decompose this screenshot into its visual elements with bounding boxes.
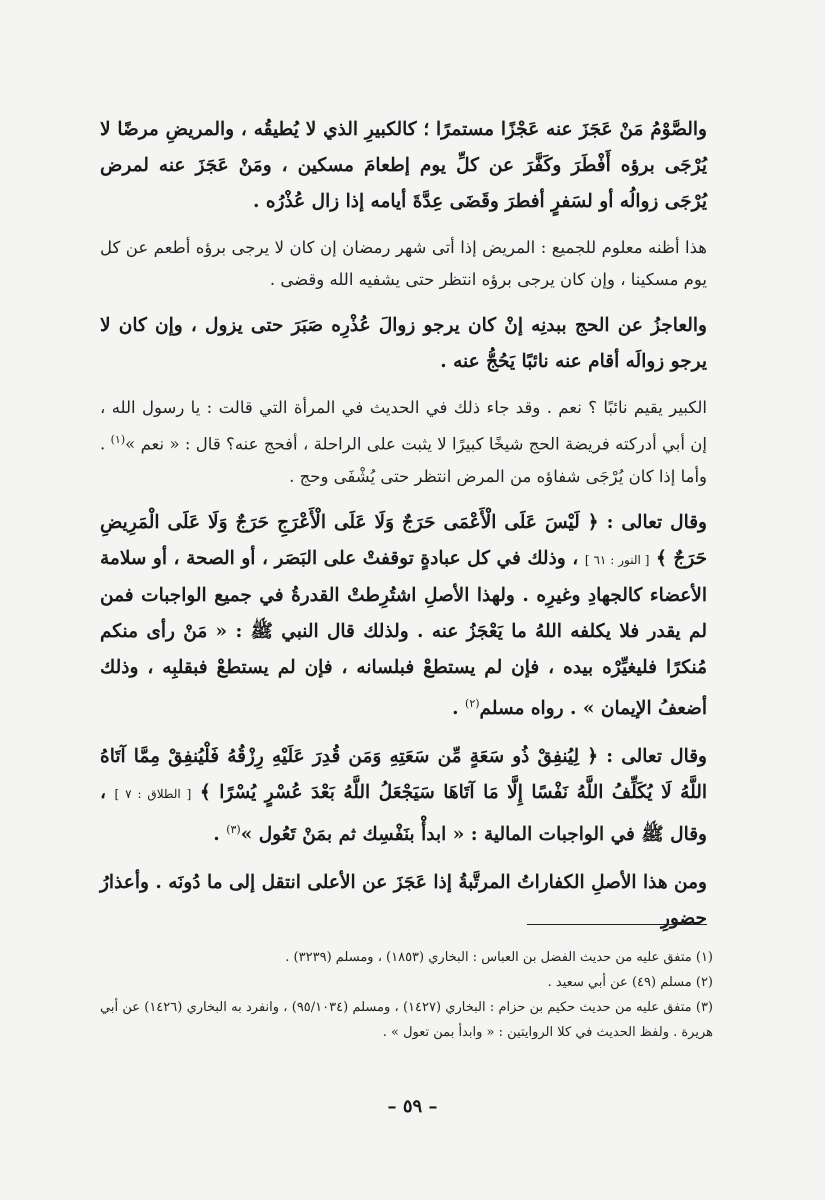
matn-paragraph-hajj: والعاجزُ عن الحج ببدنِه إنْ كان يرجو زوالَ عُذْرِه صَبَرَ حتى يزول ، وإن كان لا يرجو زوالَه أقام عنه نائبًا يَحُجُّ عنه . xyxy=(100,315,707,372)
sharh-paragraph-fasting: هذا أظنه معلوم للجميع : المريض إذا أتى شهر رمضان إن كان لا يرجى برؤه أطعم عن كل يوم مسكينا ، وإن كان يرجى برؤه انتظر حتى يشفيه الله وقضى . xyxy=(100,238,707,289)
matn-paragraph-ability: وقال تعالى : ﴿ لَيْسَ عَلَى الْأَعْمَى حَرَجٌ وَلَا عَلَى الْأَعْرَجِ حَرَجٌ وَلَا عَلَى الْمَرِيضِ حَرَجٌ ﴾ [ النور : ٦١ ] ، وذلك في كل عبادةٍ توقفتْ على البَصَر ، أو الصحة ، أو سلامة الأعضاء كالجهادِ وغيرِه . ولهذا الأصلِ اشتُرِطتْ القدرةُ في جميع الواجبات فمن لم يقدر فلا يكلفه اللهُ ما يَعْجَزُ عنه . ولذلك قال النبي ﷺ : « مَنْ رأى منكم مُنكرًا فليغيِّرْه بيده ، فإن لم يستطعْ فبلسانه ، فإن لم يستطعْ فبقلبِه ، وذلك أضعفُ الإيمان » . رواه مسلم$^{(٢)}$ . xyxy=(100,511,708,719)
footnotes xyxy=(100,945,713,1045)
quran-source-nur: [ النور : ٦١ ] xyxy=(584,552,650,567)
footnote-3: (٣) متفق عليه من حديث حكيم بن حزام : البخاري (١٤٢٧) ، ومسلم (٩٥/١٠٣٤) ، وانفرد به البخاري (١٤٢٦) عن أبي هريرة . ولفظ الحديث في كلا الروايتين : « وابدأ بمن تعول » . xyxy=(100,1000,713,1040)
page-number: – ٥٩ – xyxy=(387,1096,438,1117)
page-body xyxy=(100,112,707,949)
footnote-2: (٢) مسلم (٤٩) عن أبي سعيد . xyxy=(547,975,713,990)
sharh-paragraph-hajj: الكبير يقيم نائبًا ؟ نعم . وقد جاء ذلك في الحديث في المرأة التي قالت : يا رسول الله ، إن أبي أدركته فريضة الحج شيخًا كبيرًا لا يثبت على الراحلة ، أفحج عنه؟ قال : « نعم »$^{(١)}$ . وأما إذا كان يُرْجَى شفاؤه من المرض انتظر حتى يُشْفَى وحج . xyxy=(100,398,708,486)
footnote-ref-2[interactable]: (٢) xyxy=(465,696,480,710)
footnote-ref-3[interactable]: (٣) xyxy=(226,822,241,836)
footnote-1: (١) متفق عليه من حديث الفضل بن العباس : البخاري (١٨٥٣) ، ومسلم (٣٢٣٩) . xyxy=(285,950,713,965)
footnote-ref-1[interactable]: (١) xyxy=(110,433,126,446)
matn-paragraph-spending: وقال تعالى : ﴿ لِيُنفِقْ ذُو سَعَةٍ مِّن سَعَتِهِ وَمَن قُدِرَ عَلَيْهِ رِزْقُهُ فَلْيُنفِقْ مِمَّا آتَاهُ اللَّهُ لَا يُكَلِّفُ اللَّهُ نَفْسًا إِلَّا مَا آتَاهَا سَيَجْعَلُ اللَّهُ بَعْدَ عُسْرٍ يُسْرًا ﴾ [ الطلاق : ٧ ] ، وقال ﷺ في الواجبات المالية : « ابدأْ بنَفْسِك ثم بمَنْ تَعُول »$^{(٣)}$ . xyxy=(100,745,707,845)
quran-source-talaq: [ الطلاق : ٧ ] xyxy=(114,786,192,801)
footnote-divider xyxy=(527,924,707,925)
matn-paragraph-fasting: والصَّوْمُ مَنْ عَجَزَ عنه عَجْزًا مستمرًا ؛ كالكبيرِ الذي لا يُطيقُه ، والمريضِ مرضًا لا يُرْجَى برؤه أَفْطَرَ وكَفَّرَ عن كلِّ يوم إطعامَ مسكين ، ومَنْ عَجَزَ عنه لمرض يُرْجَى زوالُه أو لسَفرٍ أفطرَ وقَضَى عِدَّةَ أيامه إذا زال عُذْرُه . xyxy=(100,119,707,212)
matn-paragraph-expiations: ومن هذا الأصلِ الكفاراتُ المرتَّبةُ إذا عَجَزَ عن الأعلى انتقل إلى ما دُونَه . وأعذارُ حضورِ xyxy=(100,871,707,929)
